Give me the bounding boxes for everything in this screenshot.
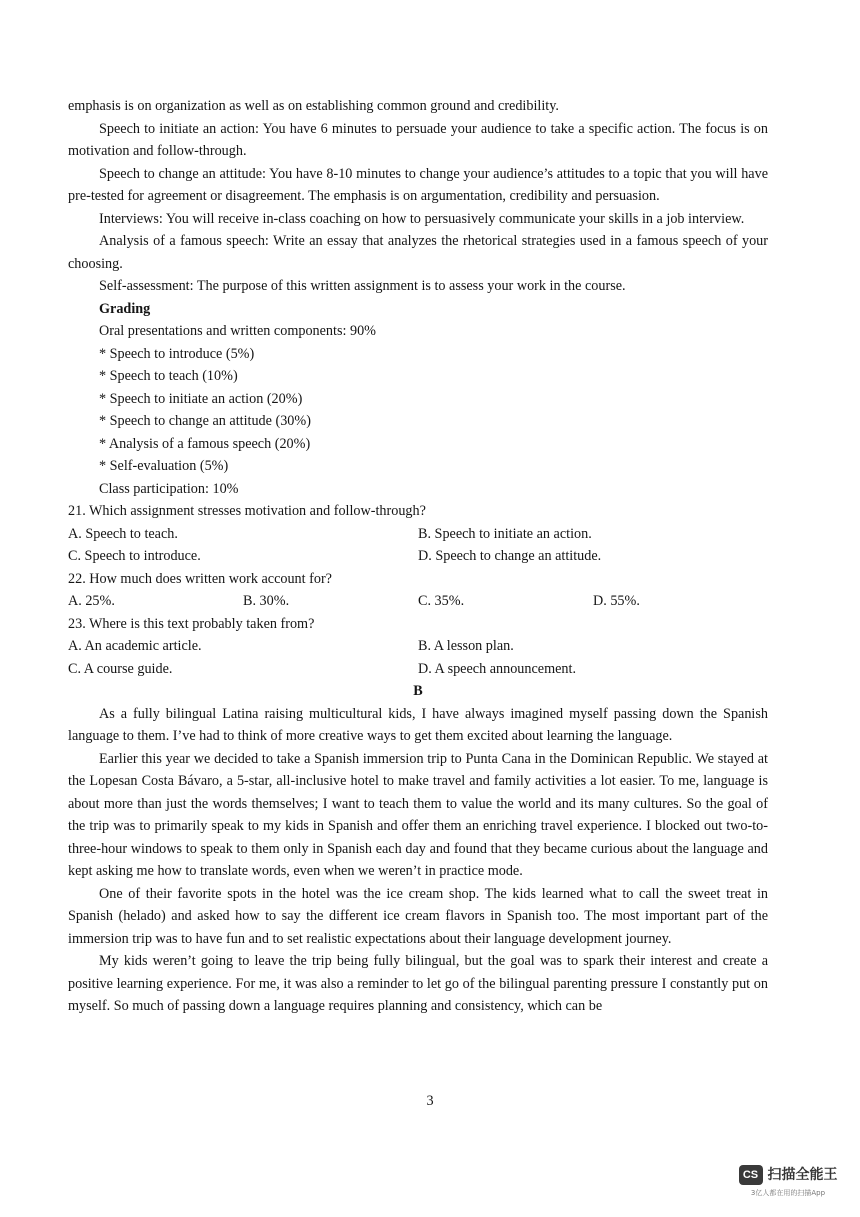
paragraph: Self-assessment: The purpose of this written assignment is to assess your work in the course. (99, 278, 626, 294)
scanner-watermark (732, 1165, 844, 1199)
options-row (68, 635, 768, 658)
paragraph: One of their favorite spots in the hotel was the ice cream shop. The kids learned what to call the sweet treat in Spanish (helado) and asked how to say the different ice cream flavors in Spanish too. The most important part of the immersion trip was to have fun and to set realistic expectations about their language development journey. (68, 885, 768, 947)
question-22 (68, 568, 768, 613)
option-d: D. Speech to change an attitude. (418, 548, 602, 564)
grading-line: * Speech to teach (10%) (99, 368, 238, 384)
option-a: A. 25%. (68, 593, 115, 609)
options-row (68, 590, 768, 613)
paragraph: Speech to change an attitude: You have 8-10 minutes to change your audience’s attitudes to a topic that you will have pre-tested for agreement or disagreement. The emphasis is on argumentation, credibility and persuasion. (68, 165, 768, 204)
question-stem: 21. Which assignment stresses motivation and follow-through? (68, 503, 426, 519)
options-row (68, 523, 768, 546)
scanner-tagline: 3亿人都在用的扫描App (750, 1189, 826, 1197)
grading-line: * Speech to introduce (5%) (99, 345, 255, 362)
page-number: 3 (426, 1093, 434, 1109)
option-a: A. An academic article. (68, 638, 202, 654)
question-23 (68, 613, 768, 681)
option-b: B. 30%. (243, 593, 290, 609)
option-b: B. Speech to initiate an action. (418, 525, 592, 542)
paragraph: My kids weren’t going to leave the trip being fully bilingual, but the goal was to spark their interest and create a positive learning experience. For me, it was also a reminder to let go of the bilingual parenting pressure I constantly put on myself. So much of passing down a language requires planning and consistency, which can be (68, 953, 768, 1014)
document-page (68, 95, 768, 1018)
question-21 (68, 500, 768, 568)
grading-line: * Analysis of a famous speech (20%) (99, 435, 311, 452)
option-c: C. 35%. (418, 593, 465, 609)
grading-line: * Speech to change an attitude (30%) (99, 413, 311, 429)
paragraph: As a fully bilingual Latina raising multicultural kids, I have always imagined myself passing down the Spanish language to them. I’ve had to think of more creative ways to get them excited about learning the language. (68, 705, 768, 744)
option-d: D. A speech announcement. (418, 660, 576, 677)
passage-b (68, 680, 768, 1018)
option-c: C. A course guide. (68, 660, 173, 677)
paragraph: Speech to initiate an action: You have 6 minutes to persuade your audience to take a specific action. The focus is on motivation and follow-through. (68, 120, 768, 159)
paragraph: emphasis is on organization as well as on establishing common ground and credibility. (68, 98, 559, 114)
cs-logo-icon: CS (739, 1165, 763, 1185)
section-label: B (413, 683, 423, 699)
options-row (68, 658, 768, 681)
option-b: B. A lesson plan. (418, 638, 514, 654)
grading-line: Class participation: 10% (99, 480, 239, 497)
grading-section (68, 298, 768, 501)
options-row (68, 545, 768, 568)
question-stem: 22. How much does written work account for? (68, 570, 332, 587)
paragraph: Analysis of a famous speech: Write an essay that analyzes the rhetorical strategies used in a famous speech of your choosing. (68, 233, 768, 272)
option-c: C. Speech to introduce. (68, 548, 201, 564)
option-d: D. 55%. (593, 593, 640, 609)
grading-line: Oral presentations and written components: 90% (99, 323, 376, 339)
grading-line: * Speech to initiate an action (20%) (99, 390, 303, 407)
passage-a (68, 95, 768, 500)
grading-heading: Grading (99, 300, 151, 317)
question-stem: 23. Where is this text probably taken from? (68, 615, 315, 632)
grading-line: * Self-evaluation (5%) (99, 458, 229, 474)
paragraph: Interviews: You will receive in-class coaching on how to persuasively communicate your skills in a job interview. (99, 210, 745, 227)
scanner-app-name: 扫描全能王 (767, 1167, 838, 1183)
option-a: A. Speech to teach. (68, 525, 178, 542)
scanner-logo (732, 1165, 844, 1185)
paragraph: Earlier this year we decided to take a Spanish immersion trip to Punta Cana in the Dominican Republic. We stayed at the Lopesan Costa Bávaro, a 5-star, all-inclusive hotel to make travel and family activities a lot easier. To me, language is about more than just the words themselves; I want to teach them to value the world and its many cultures. So the goal of the trip was to primarily speak to my kids in Spanish and offer them an enriching travel experience. I blocked out two-to-three-hour windows to speak to them only in Spanish each day and found that they became curious about the language and kept asking me how to translate words, even when we weren’t in practice mode. (68, 750, 768, 879)
